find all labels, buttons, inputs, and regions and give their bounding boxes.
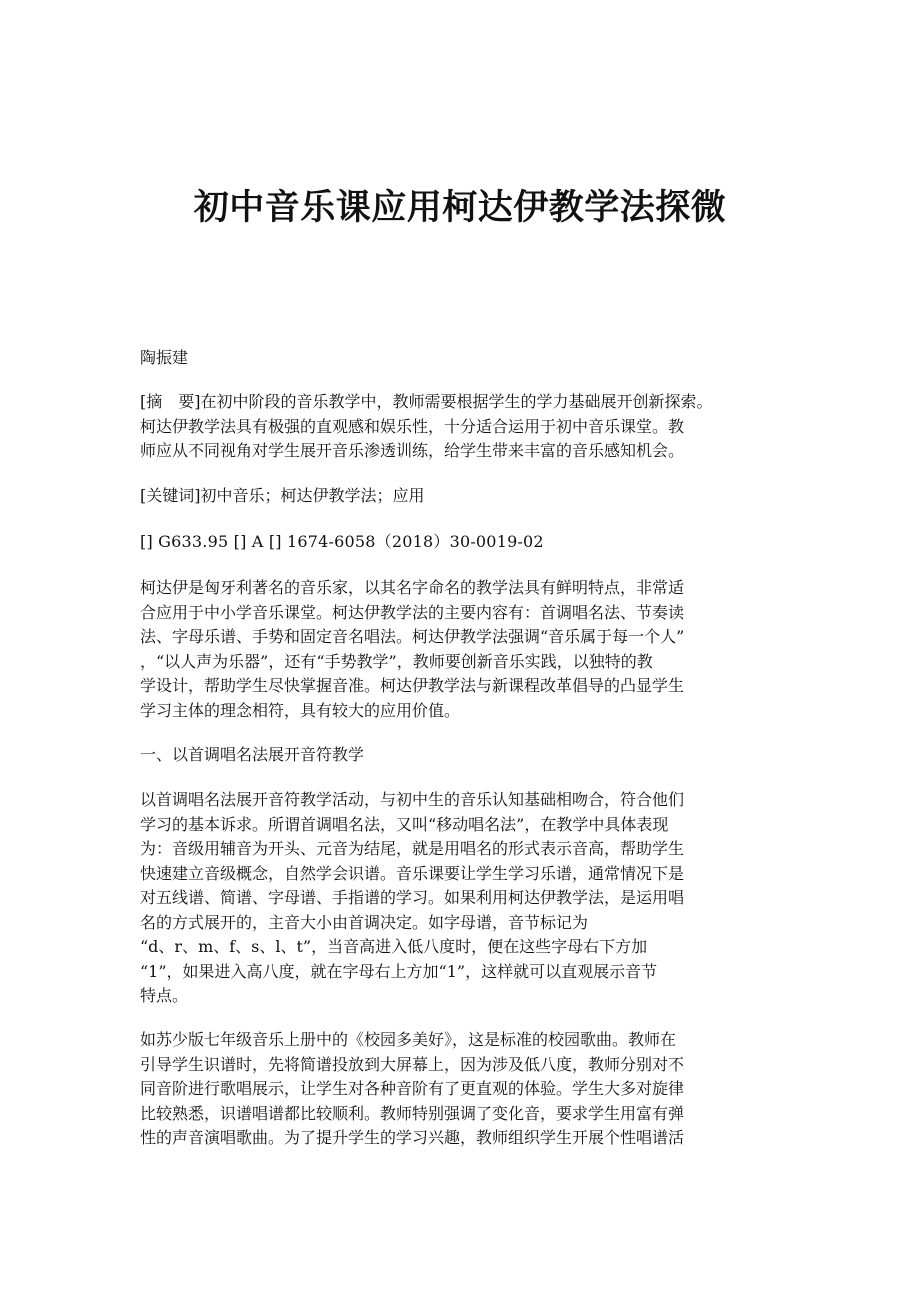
- paragraph-line: 名的方式展开的，主音大小由首调决定。如字母谱，音节标记为: [140, 912, 589, 932]
- paragraph-line: 性的声音演唱歌曲。为了提升学生的学习兴趣，教师组织学生开展个性唱谱活: [140, 1128, 685, 1147]
- paragraph-line: ，“以人声为乐器”，还有“手势教学”，教师要创新音乐实践，以独特的教: [140, 651, 653, 671]
- paragraph-line: 快速建立音级概念，自然学会识谱。音乐课要让学生学习乐谱，通常情况下是: [140, 863, 685, 883]
- paragraph-line: 比较熟悉，识谱唱谱都比较顺利。教师特别强调了变化音，要求学生用富有弹: [140, 1103, 685, 1123]
- abstract-line: 师应从不同视角对学生展开音乐渗透训练，给学生带来丰富的音乐感知机会。: [140, 441, 685, 460]
- paragraph-line: 学设计，帮助学生尽快掌握音准。柯达伊教学法与新课程改革倡导的凸显学生: [140, 676, 685, 695]
- paragraph-line: 合应用于中小学音乐课堂。柯达伊教学法的主要内容有：首调唱名法、节奏读: [140, 602, 685, 622]
- paragraph-line: 学习的基本诉求。所谓首调唱名法，又叫“移动唱名法”，在教学中具体表现: [140, 814, 669, 834]
- paragraph-line: 法、字母乐谱、手势和固定音名唱法。柯达伊教学法强调“音乐属于每一个人”: [140, 627, 685, 646]
- paragraph-intro: [140, 576, 790, 723]
- paragraph-line: 柯达伊是匈牙利著名的音乐家，以其名字命名的教学法具有鲜明特点，非常适: [140, 578, 685, 597]
- paragraph-line: 学习主体的理念相符，具有较大的应用价值。: [140, 700, 461, 720]
- abstract-line: 柯达伊教学法具有极强的直观感和娱乐性，十分适合运用于初中音乐课堂。教: [140, 416, 685, 436]
- abstract: [140, 390, 790, 464]
- document-title: 初中音乐课应用柯达伊教学法探微: [193, 188, 727, 228]
- paragraph-example: [140, 1028, 790, 1151]
- author-name: 陶振建: [140, 348, 189, 367]
- abstract-line: [摘 要]在初中阶段的音乐教学中，教师需要根据学生的学力基础展开创新探索。: [140, 392, 713, 411]
- paragraph-line: 对五线谱、简谱、字母谱、手指谱的学习。如果利用柯达伊教学法，是运用唱: [140, 888, 685, 907]
- classification-codes: [] G633.95 [] A [] 1674-6058（2018）30-0019-02: [140, 532, 544, 551]
- section-heading: 一、以首调唱名法展开音符教学: [140, 745, 365, 764]
- paragraph-line: 同音阶进行歌唱展示，让学生对各种音阶有了更直观的体验。学生大多对旋律: [140, 1079, 685, 1098]
- paragraph-line: 特点。: [140, 986, 189, 1005]
- paragraph-line: 如苏少版七年级音乐上册中的《校园多美好》，这是标准的校园歌曲。教师在: [140, 1030, 677, 1049]
- paragraph-line: 以首调唱名法展开音符教学活动，与初中生的音乐认知基础相吻合，符合他们: [140, 790, 685, 809]
- paragraph-line: “1”，如果进入高八度，就在字母右上方加“1”，这样就可以直观展示音节: [140, 961, 658, 981]
- paragraph-line: “d、r、m、f、s、l、t”，当音高进入低八度时，便在这些字母右下方加: [140, 937, 648, 956]
- paragraph-line: 引导学生识谱时，先将简谱投放到大屏幕上，因为涉及低八度，教师分别对不: [140, 1054, 685, 1074]
- paragraph-line: 为：音级用辅音为开头、元音为结尾，就是用唱名的形式表示音高，帮助学生: [140, 839, 685, 858]
- paragraph-section1: [140, 788, 790, 1009]
- keywords: [关键词]初中音乐；柯达伊教学法；应用: [140, 486, 425, 505]
